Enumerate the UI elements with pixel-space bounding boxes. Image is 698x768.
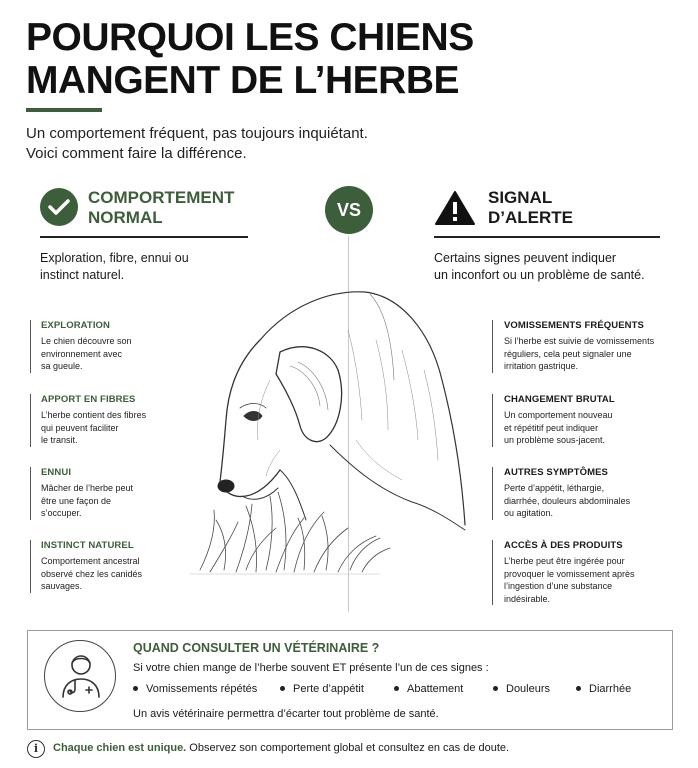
footer-bold: Chaque chien est unique.	[53, 742, 187, 754]
item-title: INSTINCT NATUREL	[41, 540, 134, 551]
bullet-icon	[576, 686, 581, 691]
dog-eating-grass-illustration	[180, 270, 480, 610]
checkmark-circle-icon	[40, 188, 78, 226]
item-desc-line: Perte d’appétit, léthargie,	[504, 483, 605, 493]
item-desc-line: le transit.	[41, 435, 78, 445]
item-desc-line: Si l’herbe est suivie de vomissements	[504, 336, 655, 346]
vet-sign	[394, 683, 463, 695]
alert-intro-line-2: un inconfort ou un problème de santé.	[434, 268, 645, 282]
vet-sign-label: Douleurs	[506, 683, 551, 695]
item-desc-line: Un comportement nouveau	[504, 410, 613, 420]
item-desc-line: L’herbe contient des fibres	[41, 410, 147, 420]
footer-rest: Observez son comportement global et consultez en cas de doute.	[186, 742, 510, 754]
alert-heading-rule	[434, 236, 660, 238]
bullet-icon	[280, 686, 285, 691]
bullet-icon	[493, 686, 498, 691]
item-desc	[504, 335, 682, 373]
item-desc	[504, 409, 682, 447]
item-title: VOMISSEMENTS FRÉQUENTS	[504, 320, 644, 331]
item-title: CHANGEMENT BRUTAL	[504, 394, 615, 405]
item-desc	[41, 335, 180, 373]
item-desc	[504, 482, 682, 520]
item-desc	[504, 555, 682, 605]
item-desc-line: qui peuvent faciliter	[41, 422, 119, 433]
item-desc-line: Comportement ancestral	[41, 556, 140, 566]
warning-triangle-icon	[434, 190, 476, 231]
alert-item-symptomes	[492, 467, 682, 520]
item-desc-line: sauvages.	[41, 581, 83, 591]
alert-item-vomissements	[492, 320, 682, 373]
item-desc-line: sa gueule.	[41, 361, 83, 371]
vs-badge: VS	[325, 186, 373, 234]
item-title: AUTRES SYMPTÔMES	[504, 467, 608, 478]
normal-item-instinct	[30, 540, 180, 593]
vet-sign	[576, 683, 631, 695]
vet-note: Un avis vétérinaire permettra d’écarter tout problème de santé.	[133, 708, 439, 720]
item-desc-line: environnement avec	[41, 348, 123, 359]
item-desc-line: provoquer le vomissement après	[504, 568, 635, 579]
vet-sign	[493, 683, 550, 695]
alert-heading	[488, 188, 658, 228]
item-desc-line: l’ingestion d’une substance	[504, 581, 613, 591]
vet-sign	[280, 683, 364, 695]
normal-intro-line-2: instinct naturel.	[40, 268, 125, 282]
item-desc-line: être une façon de	[41, 495, 112, 506]
item-desc-line: s’occuper.	[41, 508, 82, 518]
item-desc-line: indésirable.	[504, 593, 551, 604]
subtitle-line-1: Un comportement fréquent, pas toujours inquiétant.	[26, 125, 368, 142]
subtitle-line-2: Voici comment faire la différence.	[26, 145, 247, 162]
vet-sign-label: Abattement	[407, 683, 464, 695]
item-desc	[41, 555, 180, 593]
item-desc-line: irritation gastrique.	[504, 361, 579, 371]
item-desc-line: et répétitif peut indiquer	[504, 422, 599, 433]
item-title: ACCÈS À DES PRODUITS	[504, 540, 623, 551]
normal-item-ennui	[30, 467, 180, 520]
item-desc-line: diarrhée, douleurs abdominales	[504, 495, 631, 506]
normal-heading-line-1: COMPORTEMENT	[88, 188, 235, 207]
normal-item-exploration	[30, 320, 180, 373]
vet-sign-label: Diarrhée	[589, 683, 632, 695]
veterinarian-icon	[44, 640, 116, 712]
item-title: EXPLORATION	[41, 320, 111, 331]
alert-item-changement	[492, 394, 682, 447]
vet-title: QUAND CONSULTER UN VÉTÉRINAIRE ?	[133, 641, 380, 655]
vet-sign-label: Vomissements répétés	[146, 683, 258, 695]
normal-heading-line-2: NORMAL	[88, 208, 163, 227]
item-desc-line: Le chien découvre son	[41, 336, 132, 346]
item-desc-line: L’herbe peut être ingérée pour	[504, 556, 625, 566]
vet-sign-label: Perte d’appétit	[293, 683, 364, 695]
bullet-icon	[394, 686, 399, 691]
item-desc-line: un problème sous-jacent.	[504, 435, 606, 445]
item-desc-line: ou agitation.	[504, 508, 554, 518]
alert-heading-line-1: SIGNAL	[488, 188, 553, 207]
item-desc-line: Mâcher de l’herbe peut	[41, 483, 134, 493]
bullet-icon	[133, 686, 138, 691]
title-underline	[26, 108, 102, 112]
item-title: APPORT EN FIBRES	[41, 394, 136, 405]
item-title: ENNUI	[41, 467, 72, 478]
title-line-2: MANGENT DE L’HERBE	[26, 59, 460, 102]
alert-item-produits	[492, 540, 682, 605]
item-desc	[41, 409, 180, 447]
normal-heading	[88, 188, 258, 228]
page-title	[26, 16, 586, 102]
title-line-1: POURQUOI LES CHIENS	[26, 16, 474, 59]
item-desc-line: observé chez les canidés	[41, 568, 143, 579]
alert-intro-line-1: Certains signes peuvent indiquer	[434, 251, 617, 265]
normal-item-fibres	[30, 394, 180, 447]
vet-sign	[133, 683, 257, 695]
normal-intro-line-1: Exploration, fibre, ennui ou	[40, 251, 189, 265]
subtitle	[26, 124, 368, 164]
info-icon: i	[27, 740, 45, 758]
normal-heading-rule	[40, 236, 248, 238]
item-desc	[41, 482, 180, 520]
footer-note	[53, 742, 509, 754]
vet-intro: Si votre chien mange de l’herbe souvent ET présente l’un de ces signes :	[133, 662, 489, 674]
alert-heading-line-2: D’ALERTE	[488, 208, 573, 227]
item-desc-line: réguliers, cela peut signaler une	[504, 348, 632, 359]
